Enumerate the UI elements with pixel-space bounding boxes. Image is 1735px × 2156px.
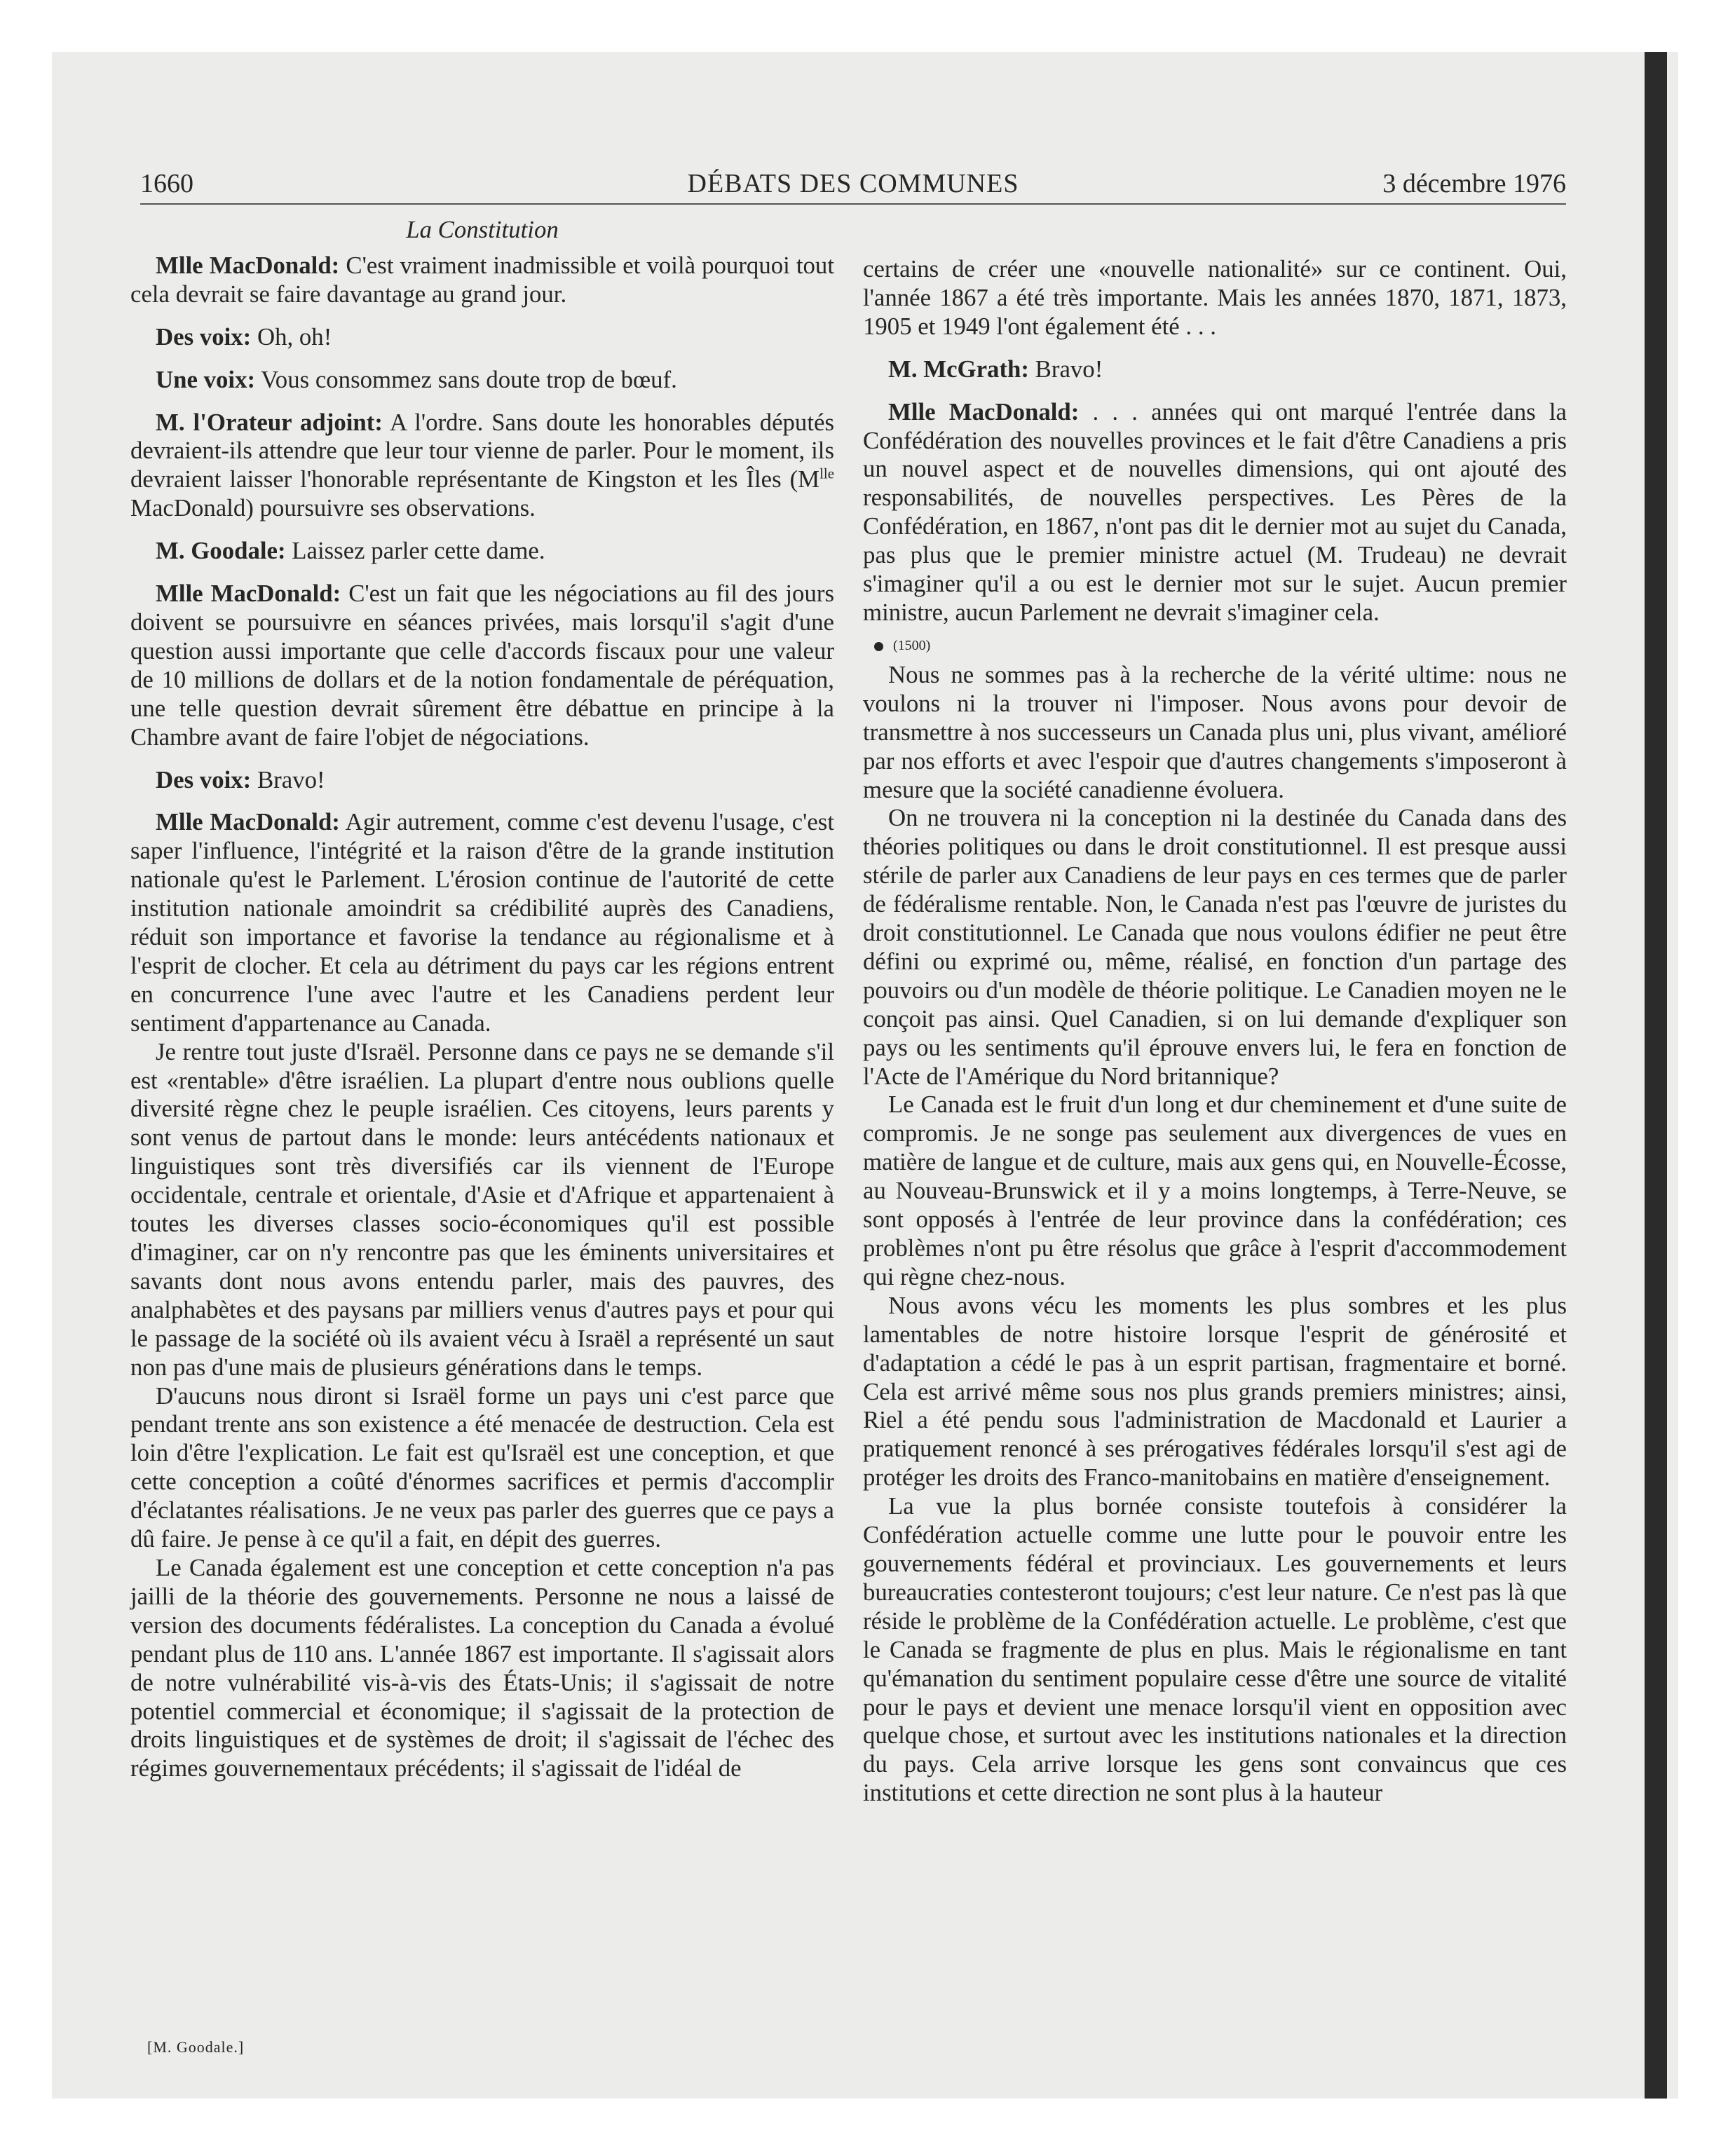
superscript: lle xyxy=(819,465,834,482)
paragraph-text: Bravo! xyxy=(1028,355,1103,383)
speaker-name: Mlle MacDonald: xyxy=(888,397,1080,425)
speaker-name: M. McGrath: xyxy=(888,355,1029,383)
paragraph-text: A l'ordre. Sans doute les honorables députés devraient-ils attendre que leur tour vienne de parler. Pour le moment, ils devraient laisser l'honorable représentante de Kingston et les Îles (M xyxy=(130,408,834,493)
paragraph-text: C'est vraiment inadmissible et voilà pourquoi tout cela devrait se faire davantage au grand jour. xyxy=(130,251,834,308)
paragraph xyxy=(130,537,834,566)
paragraph: Le Canada est le fruit d'un long et dur cheminement et d'une suite de compromis. Je ne songe pas seulement aux divergences de vues en matière de langue et de culture, mais aux gens qui, en Nouvelle-Écosse, au Nouveau-Brunswick et il y a moins longtemps, à Terre-Neuve, se sont opposés à l'entrée de leur province dans la confédération; ces problèmes n'ont pu être résolus que grâce à l'esprit d'accommodement qui règne chez-nous. xyxy=(863,1091,1567,1290)
speaker-name: M. l'Orateur adjoint: xyxy=(156,408,383,436)
speaker-name: Des voix: xyxy=(156,322,252,350)
section-title: La Constitution xyxy=(406,216,559,243)
page-date: 3 décembre 1976 xyxy=(1382,169,1566,198)
paragraph xyxy=(130,766,834,795)
bullet-icon xyxy=(874,642,883,651)
paragraph: Le Canada également est une conception et cette conception n'a pas jailli de la théorie des gouvernements. Personne ne nous a laissé de version des documents fédéralistes. La conception du Canada a évolué pendant plus de 110 ans. L'année 1867 est importante. Il s'agissait alors de notre vulnérabilité vis-à-vis des États-Unis; il s'agissait de notre potentiel commercial et économique; il s'agissait de la protection de droits linguistiques et de systèmes de droit; il s'agissait de l'échec des régimes gouvernementaux précédents; il s'agissait de l'idéal de xyxy=(130,1553,834,1782)
paragraph-text: Laissez parler cette dame. xyxy=(285,537,545,565)
speaker-name: Une voix: xyxy=(156,365,256,393)
paragraph: certains de créer une «nouvelle nationalité» sur ce continent. Oui, l'année 1867 a été très importante. Mais les années 1870, 1871, 1873, 1905 et 1949 l'ont également été . . . xyxy=(863,255,1567,340)
page-number: 1660 xyxy=(140,169,193,198)
speaker-name: Des voix: xyxy=(156,765,252,793)
paragraph xyxy=(130,409,834,524)
paragraph: Nous ne sommes pas à la recherche de la vérité ultime: nous ne voulons ni la trouver ni l'imposer. Nous avons pour devoir de transmettre à nos successeurs un Canada plus uni, plus vivant, amélioré par nos efforts et avec l'espoir que d'autres changements s'imposeront à mesure que la société canadienne évoluera. xyxy=(863,660,1567,803)
publication-title: DÉBATS DES COMMUNES xyxy=(687,169,1019,198)
paragraph xyxy=(863,355,1567,384)
paragraph xyxy=(130,252,834,309)
time-marker-text: (1500) xyxy=(893,637,931,653)
paragraph xyxy=(130,323,834,352)
speaker-name: Mlle MacDonald: xyxy=(156,808,340,836)
paragraph-text: Vous consommez sans doute trop de bœuf. xyxy=(255,365,677,393)
paragraph xyxy=(863,398,1567,627)
page-edge-shadow xyxy=(1645,52,1667,2099)
left-column xyxy=(130,216,834,1783)
right-column xyxy=(863,255,1567,1808)
paragraph: Je rentre tout juste d'Israël. Personne dans ce pays ne se demande s'il est «rentable» d'être israélien. La plupart d'entre nous oublions quelle diversité règne chez le peuple israélien. Ces citoyens, leurs parents y sont venus de partout dans le monde: leurs antécédents nationaux et linguistiques sont très diversifiés car ils viennent de l'Europe occidentale, centrale et orientale, d'Asie et d'Afrique et appartenaient à toutes les diverses classes socio-économiques qu'il est possible d'imaginer, car on n'y rencontre pas que les éminents universitaires et savants dont nous avons entendu parler, mais des pauvres, des analphabètes et des paysans par milliers venus d'autres pays et pour qui le passage de la société où ils avaient vécu à Israël a représenté un saut non pas d'une mais de plusieurs générations dans le temps. xyxy=(130,1037,834,1381)
paragraph: On ne trouvera ni la conception ni la destinée du Canada dans des théories politiques ou dans le droit constitutionnel. Il est presque aussi stérile de parler aux Canadiens de leur pays en ces termes que de parler de fédéralisme rentable. Non, le Canada n'est pas l'œuvre de juristes du droit constitutionnel. Le Canada que nous voulons édifier ne peut être défini ou exprimé ou, même, réalisé, en fonction d'un partage des pouvoirs ou d'un modèle de théorie politique. Le Canadien moyen ne le conçoit pas ainsi. Quel Canadien, si on lui demande d'expliquer son pays ou les sentiments qu'il éprouve envers lui, le fera en fonction de l'Acte de l'Amérique du Nord britannique? xyxy=(863,804,1567,1090)
paragraph-text: Oh, oh! xyxy=(251,322,332,350)
paragraph: Nous avons vécu les moments les plus sombres et les plus lamentables de notre histoire lorsque l'esprit de générosité et d'adaptation a cédé le pas à un esprit partisan, fragmentaire et borné. Cela est arrivé même sous nos plus grands premiers ministres; ainsi, Riel a été pendu sous l'administration de Macdonald et Laurier a pratiquement renoncé à ses prérogatives fédérales lorsqu'il s'est agi de protéger les droits des Franco-manitobains en matière d'enseignement. xyxy=(863,1291,1567,1492)
paragraph-text: C'est un fait que les négociations au fil des jours doivent se poursuivre en séances privées, mais lorsqu'il s'agit d'une question aussi importante que celle d'accords fiscaux pour une valeur de 10 millions de dollars et de la notion fondamentale de péréquation, une telle question devrait sûrement être débattue en principe à la Chambre avant de faire l'objet de négociations. xyxy=(130,580,834,751)
footer-reference: [M. Goodale.] xyxy=(147,2038,245,2056)
paragraph-text: Agir autrement, comme c'est devenu l'usage, c'est saper l'influence, l'intégrité et la raison d'être de la grande institution nationale qu'est le Parlement. L'érosion continue de l'autorité de cette institution nationale amoindrit sa crédibilité auprès des Canadiens, réduit son importance et favorise la tendance au régionalisme et à l'esprit de clocher. Et cela au détriment du pays car les régions entrent en concurrence l'une avec l'autre et les Canadiens perdent leur sentiment d'appartenance au Canada. xyxy=(130,808,834,1037)
page-header xyxy=(140,167,1566,205)
speaker-name: Mlle MacDonald: xyxy=(156,580,341,608)
paragraph xyxy=(130,366,834,395)
paragraph xyxy=(130,808,834,1037)
speaker-name: M. Goodale: xyxy=(156,537,286,565)
paragraph-text: Bravo! xyxy=(251,765,325,793)
paragraph: La vue la plus bornée consiste toutefois à considérer la Confédération actuelle comme une lutte pour le pouvoir entre les gouvernements fédéral et provinciaux. Les gouvernements et leurs bureaucraties contesteront toujours; c'est leur nature. Ce n'est pas là que réside le problème de la Confédération actuelle. Le problème, c'est que le Canada se fragmente de plus en plus. Mais le régionalisme en tant qu'émanation du sentiment populaire cesse d'être une source de vitalité pour le pays et devient une menace lorsqu'il vient en opposition avec quelque chose, et surtout avec les institutions nationales et la direction du pays. Cela arrive lorsque les gens sont convaincus que ces institutions et cette direction ne sont plus à la hauteur xyxy=(863,1492,1567,1807)
speaker-name: Mlle MacDonald: xyxy=(156,251,340,279)
paragraph xyxy=(130,580,834,751)
paragraph-text: . . . années qui ont marqué l'entrée dans la Confédération des nouvelles provinces et le fait d'être Canadiens a pris un nouvel aspect et de nouvelles dimensions, qui ont ajouté des responsabilités, de nouvelles perspectives. Les Pères de la Confédération, en 1867, n'ont pas dit le dernier mot au sujet du Canada, pas plus que le premier ministre actuel (M. Trudeau) ne devrait s'imaginer qu'il a ou est le dernier mot sur le sujet. Aucun premier ministre, aucun Parlement ne devrait s'imaginer cela. xyxy=(863,397,1567,626)
paragraph-text: MacDonald) poursuivre ses observations. xyxy=(130,494,536,522)
time-marker xyxy=(863,634,1567,657)
paragraph: D'aucuns nous diront si Israël forme un pays uni c'est parce que pendant trente ans son existence a été menacée de destruction. Cela est loin d'être l'explication. Le fait est qu'Israël est une conception, et que cette conception a coûté d'énormes sacrifices et permis d'accomplir d'éclatantes réalisations. Je ne veux pas parler des guerres que ce pays a dû faire. Je pense à ce qu'il a fait, en dépit des guerres. xyxy=(130,1381,834,1553)
